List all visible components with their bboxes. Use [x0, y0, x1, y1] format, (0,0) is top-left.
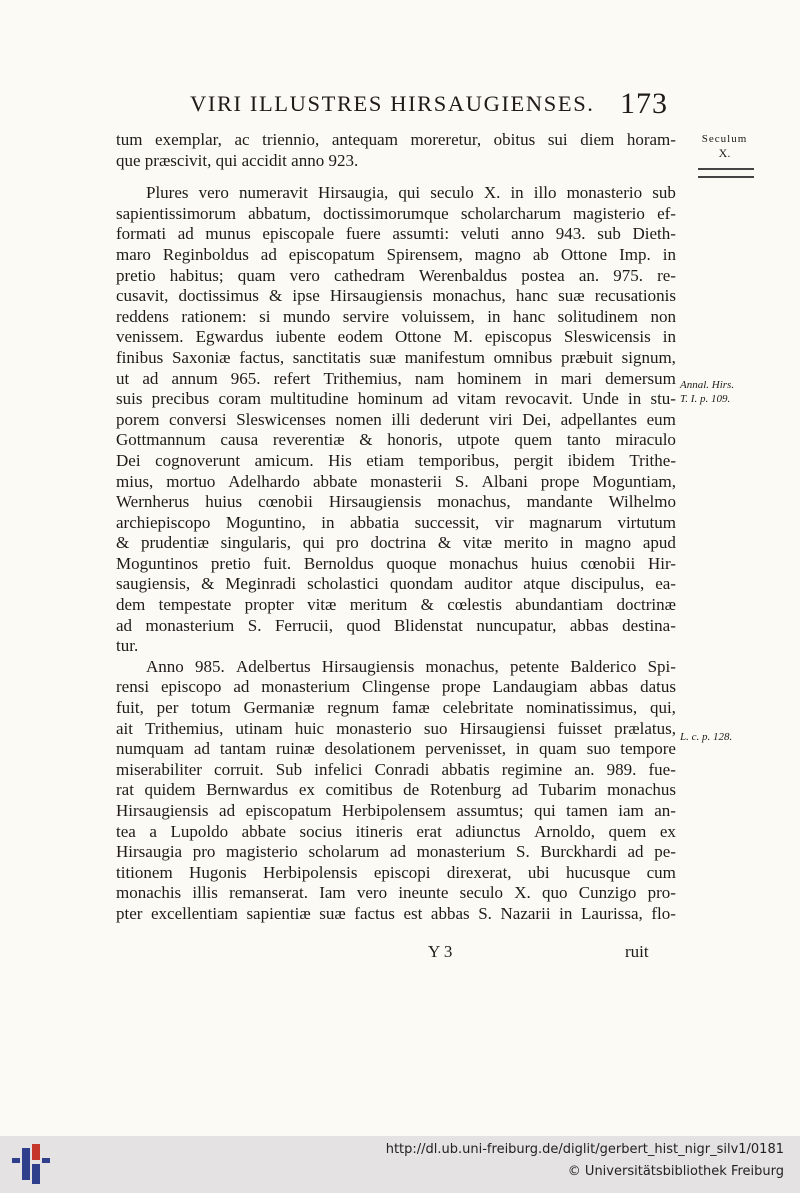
- text-line: venissem. Egwardus iubente eodem Ottone M. episcopus Sleswicensis in: [116, 327, 676, 347]
- text-line: archiepiscopo Moguntino, in abbatia successit, vir magnarum virtutum: [116, 512, 676, 532]
- margin-seculum: [692, 133, 757, 161]
- text-line: Dei cognoverunt amicum. His etiam temporibus, pergit ibidem Trithe-: [116, 450, 676, 470]
- page-header: [190, 87, 690, 125]
- source-url-link[interactable]: http://dl.ub.uni-freiburg.de/diglit/gerbert_hist_nigr_silv1/0181: [385, 1142, 784, 1157]
- seculum-number: X.: [718, 146, 731, 160]
- text-line: Plures vero numeravit Hirsaugia, qui seculo X. in illo monasterio sub: [146, 183, 676, 203]
- text-line: maro Reginboldus ad episcopatum Spirensem, magno ab Ottone Imp. in: [116, 244, 676, 264]
- text-line: Hirsaugiensis ad episcopatum Herbipolensem assumtus; qui tamen iam an-: [116, 801, 676, 820]
- library-footer: [0, 1136, 800, 1193]
- text-line: titionem Hugonis Herbipolensis episcopi direxerat, ubi hucusque cum: [116, 862, 676, 882]
- text-line: Gottmannum causa reverentiæ & honoris, utpote quem tanto miraculo: [116, 430, 676, 450]
- body-text: [116, 130, 676, 925]
- running-title: VIRI ILLUSTRES HIRSAUGIENSES.: [190, 91, 595, 116]
- text-line: & prudentiæ singularis, qui pro doctrina & vitæ merito in magno apud: [116, 533, 676, 553]
- signature-mark: Y 3: [428, 942, 453, 961]
- margin-note-annal: [680, 378, 734, 406]
- text-line: porem conversi Sleswicenses nomen illi dederunt viri Dei, adpellantes eum: [116, 409, 676, 429]
- text-line: ad monasterium S. Ferrucii, quod Blidenstat nuncupatur, abbas destina-: [116, 615, 676, 635]
- text-line: suis precibus coram multitudine hominum ad vitam revocavit. Unde in stu-: [116, 389, 676, 409]
- text-line: saugiensis, & Meginradi scholastici quondam auditor atque discipulus, ea-: [116, 574, 676, 594]
- text-line: finibus Saxoniæ factus, sanctitatis suæ manifestum omnibus præbuit signum,: [116, 347, 676, 367]
- text-line: reddens rationem: si mundo servire voluissem, in hanc solitudinem non: [116, 306, 676, 326]
- page-number: 173: [620, 87, 668, 120]
- text-line: Hirsaugia pro magisterio scholarum ad monasterium S. Burckhardi ad pe-: [116, 842, 676, 862]
- text-line: Anno 985. Adelbertus Hirsaugiensis monachus, petente Balderico Spi-: [146, 656, 676, 676]
- margin-note-lc: L. c. p. 128.: [680, 731, 733, 743]
- seculum-label: Seculum: [701, 133, 748, 145]
- text-line: miserabiliter corruit. Sub infelici Conradi abbatis regimine an. 989. fue-: [116, 759, 676, 779]
- text-line: sapientissimorum abbatum, doctissimorumque scholarcharum magisterio ef-: [116, 203, 676, 223]
- text-line: rat quidem Bernwardus ex comitibus de Rotenburg ad Tubarim monachus: [116, 780, 676, 800]
- text-line: pter excellentiam sapientiæ suæ factus est abbas S. Nazarii in Laurissa, flo-: [116, 903, 676, 923]
- text-line: monachis illis remanserat. Iam vero ineunte seculo X. quo Cunzigo pro-: [116, 883, 676, 903]
- text-line: formati ad munus episcopale fuere assumti: veluti anno 943. sub Dieth-: [116, 224, 676, 244]
- margin-rule: [698, 168, 754, 178]
- text-line: Moguntinos pretio fuit. Bernoldus quoque monachus huius cœnobii Hir-: [116, 553, 676, 573]
- text-line: cusavit, doctissimus & ipse Hirsaugiensis monachus, hanc suæ recusationis: [116, 286, 676, 306]
- paragraph-gap: [116, 171, 676, 183]
- text-line: tea a Lupoldo abbate socius itineris erat adiunctus Arnoldo, quem ex: [116, 821, 676, 841]
- text-line: tum exemplar, ac triennio, antequam moreretur, obitus sui diem horam-: [116, 130, 676, 149]
- margin-note-annal-line1: Annal. Hirs.: [680, 379, 735, 391]
- text-line: rensi episcopo ad monasterium Clingense prope Landaugiam abbas datus: [116, 677, 676, 697]
- text-line: que præscivit, qui accidit anno 923.: [116, 150, 359, 170]
- text-line: dem tempestate propter vitæ meritum & cœlestis abundantiam doctrinæ: [116, 595, 676, 615]
- text-line: pretio habitus; quam vero cathedram Werenbaldus postea an. 975. re-: [116, 265, 676, 285]
- text-line: tur.: [116, 636, 139, 656]
- margin-note-annal-line2: T. I. p. 109.: [680, 393, 731, 405]
- text-line: numquam ad tantam ruinæ desolationem pervenisset, in quam suo tempore: [116, 739, 676, 759]
- catchword: ruit: [625, 942, 649, 961]
- library-logo-icon: [12, 1144, 52, 1184]
- text-line: mius, mortuo Adelhardo abbate monasterii S. Albani prope Moguntiam,: [116, 471, 676, 491]
- text-line: ait Trithemius, utinam huic monasterio suo Hirsaugiensi fuisset prælatus,: [116, 718, 676, 738]
- text-line: ut ad annum 965. refert Trithemius, nam hominem in mari demersum: [116, 368, 676, 388]
- text-line: fuit, per totum Germaniæ regnum famæ celebritate nominatissimus, qui,: [116, 698, 676, 718]
- text-line: Wernherus huius cœnobii Hirsaugiensis monachus, mandante Wilhelmo: [116, 492, 676, 512]
- copyright-text: © Universitätsbibliothek Freiburg: [567, 1164, 784, 1179]
